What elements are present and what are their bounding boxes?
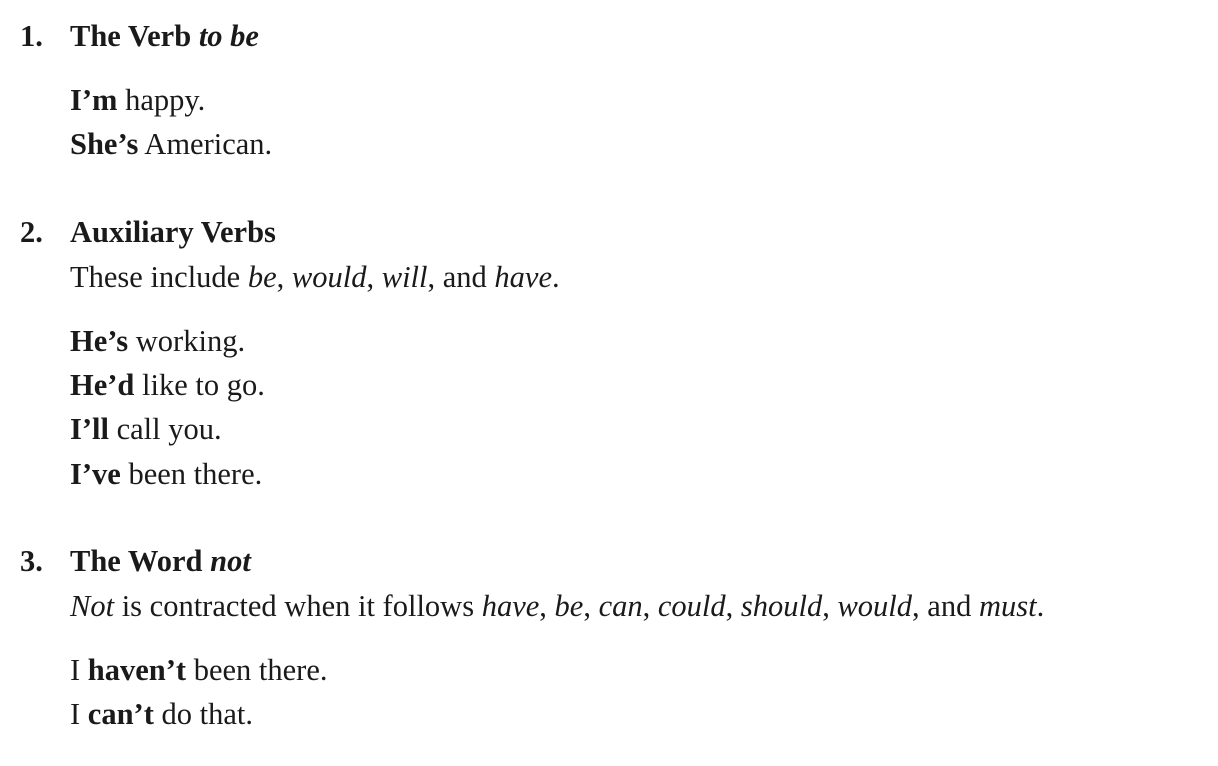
section-heading: The Verb to be — [70, 19, 259, 53]
example-sentence: I’ve been there. — [70, 456, 263, 491]
section-number: 2. — [20, 215, 43, 249]
section-heading: Auxiliary Verbs — [70, 215, 276, 249]
example-sentence: I can’t do that. — [70, 697, 253, 732]
section-number: 1. — [20, 19, 43, 53]
section-number: 3. — [20, 544, 43, 578]
example-list — [70, 78, 272, 166]
example-list — [70, 319, 265, 496]
example-sentence: He’s working. — [70, 324, 246, 358]
example-sentence: He’d like to go. — [70, 368, 265, 403]
section-description: These include be, would, will, and have. — [70, 260, 560, 294]
section-description: Not is contracted when it follows have, be, can, could, should, would, and must. — [70, 589, 1045, 623]
section-heading: The Word not — [70, 544, 251, 578]
example-sentence: She’s American. — [70, 127, 273, 162]
example-sentence: I haven’t been there. — [70, 653, 328, 687]
example-list — [70, 648, 327, 736]
example-sentence: I’ll call you. — [70, 412, 222, 447]
example-sentence: I’m happy. — [70, 83, 206, 117]
